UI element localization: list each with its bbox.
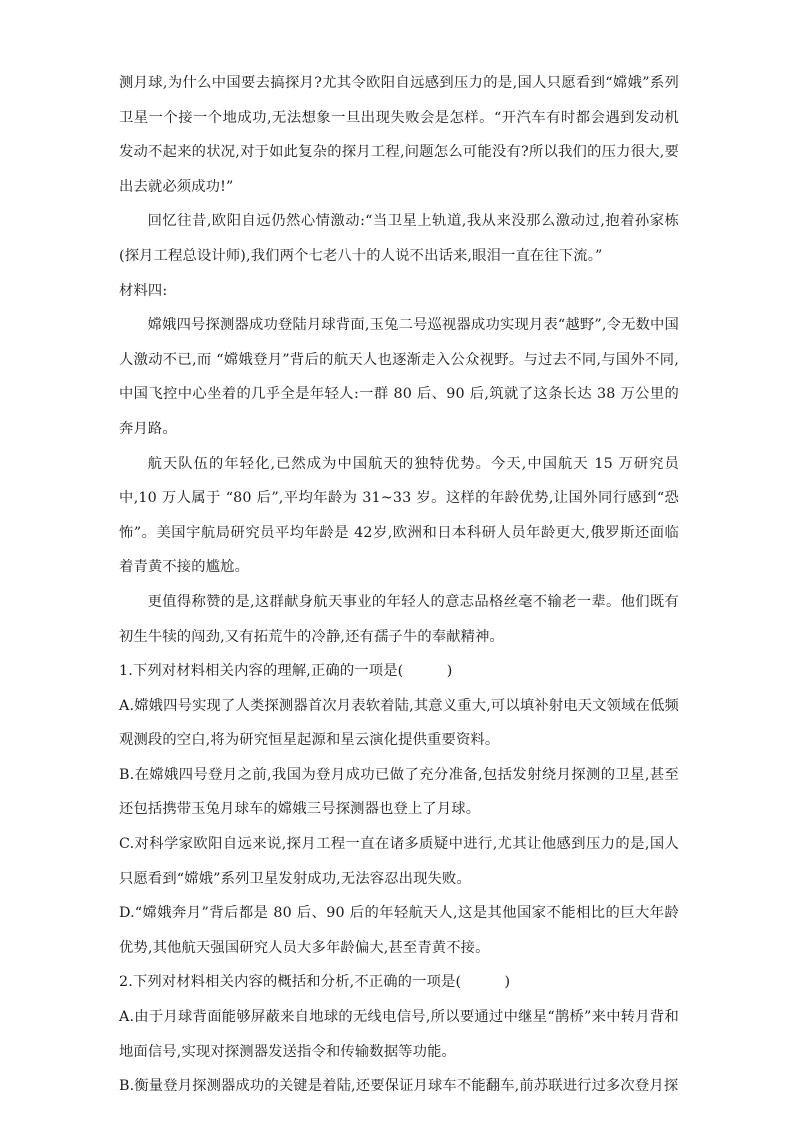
question-stem: 2.下列对材料相关内容的概括和分析,不正确的一项是( ) xyxy=(119,974,511,991)
body-paragraph: 更值得称赞的是,这群献身航天事业的年轻人的意志品格丝毫不输老一辈。他们既有初生牛犊的闯劲,又有拓荒牛的冷静,还有孺子牛的奉献精神。 xyxy=(119,593,679,645)
body-paragraph: 航天队伍的年轻化,已然成为中国航天的独特优势。今天,中国航天 15 万研究员中,10 万人属于 “80 后”,平均年龄为 31~33 岁。这样的年龄优势,让国外同行感到“恐怖”。美国宇航局研究员平均年龄是 42岁,欧洲和日本科研人员年龄更大,俄罗斯还面临着青黄不接的尴尬。 xyxy=(119,455,679,576)
answer-option: D.“嫦娥奔月”背后都是 80 后、90 后的年轻航天人,这是其他国家不能相比的巨大年龄优势,其他航天强国研究人员大多年龄偏大,甚至青黄不接。 xyxy=(119,905,679,956)
answer-option: A.由于月球背面能够屏蔽来自地球的无线电信号,所以要通过中继星“鹊桥”来中转月背和地面信号,实现对探测器发送指令和传输数据等功能。 xyxy=(119,1009,679,1060)
body-paragraph: 测月球,为什么中国要去搞探月?尤其令欧阳自远感到压力的是,国人只愿看到“嫦娥”系列卫星一个接一个地成功,无法想象一旦出现失败会是怎样。“开汽车有时都会遇到发动机发动不起来的状况,对于如此复杂的探月工程,问题怎么可能没有?所以我们的压力很大,要出去就必须成功!” xyxy=(119,75,679,195)
answer-option: C.对科学家欧阳自远来说,探月工程一直在诸多质疑中进行,尤其让他感到压力的是,国人只愿看到“嫦娥”系列卫星发射成功,无法容忍出现失败。 xyxy=(119,836,679,887)
answer-option: B.衡量登月探测器成功的关键是着陆,还要保证月球车不能翻车,前苏联进行过多次登月探 xyxy=(119,1078,679,1095)
answer-option: B.在嫦娥四号登月之前,我国为登月成功已做了充分准备,包括发射绕月探测的卫星,甚至还包括携带玉兔月球车的嫦娥三号探测器也登上了月球。 xyxy=(119,766,679,818)
section-heading: 材料四: xyxy=(119,282,168,299)
body-paragraph: 回忆往昔,欧阳自远仍然心情激动:“当卫星上轨道,我从来没那么激动过,抱着孙家栋(探月工程总设计师),我们两个七老八十的人说不出话来,眼泪一直在往下流。” xyxy=(119,213,679,264)
document-page xyxy=(119,66,679,1104)
body-paragraph: 嫦娥四号探测器成功登陆月球背面,玉兔二号巡视器成功实现月表“越野”,令无数中国人激动不已,而 “嫦娥登月”背后的航天人也逐渐走入公众视野。与过去不同,与国外不同,中国飞控中心坐着的几乎全是年轻人:一群 80 后、90 后,筑就了这条长达 38 万公里的奔月路。 xyxy=(119,317,679,437)
question-stem: 1.下列对材料相关内容的理解,正确的一项是( ) xyxy=(119,663,453,680)
answer-option: A.嫦娥四号实现了人类探测器首次月表软着陆,其意义重大,可以填补射电天文领域在低频观测段的空白,将为研究恒星起源和星云演化提供重要资料。 xyxy=(119,697,679,749)
